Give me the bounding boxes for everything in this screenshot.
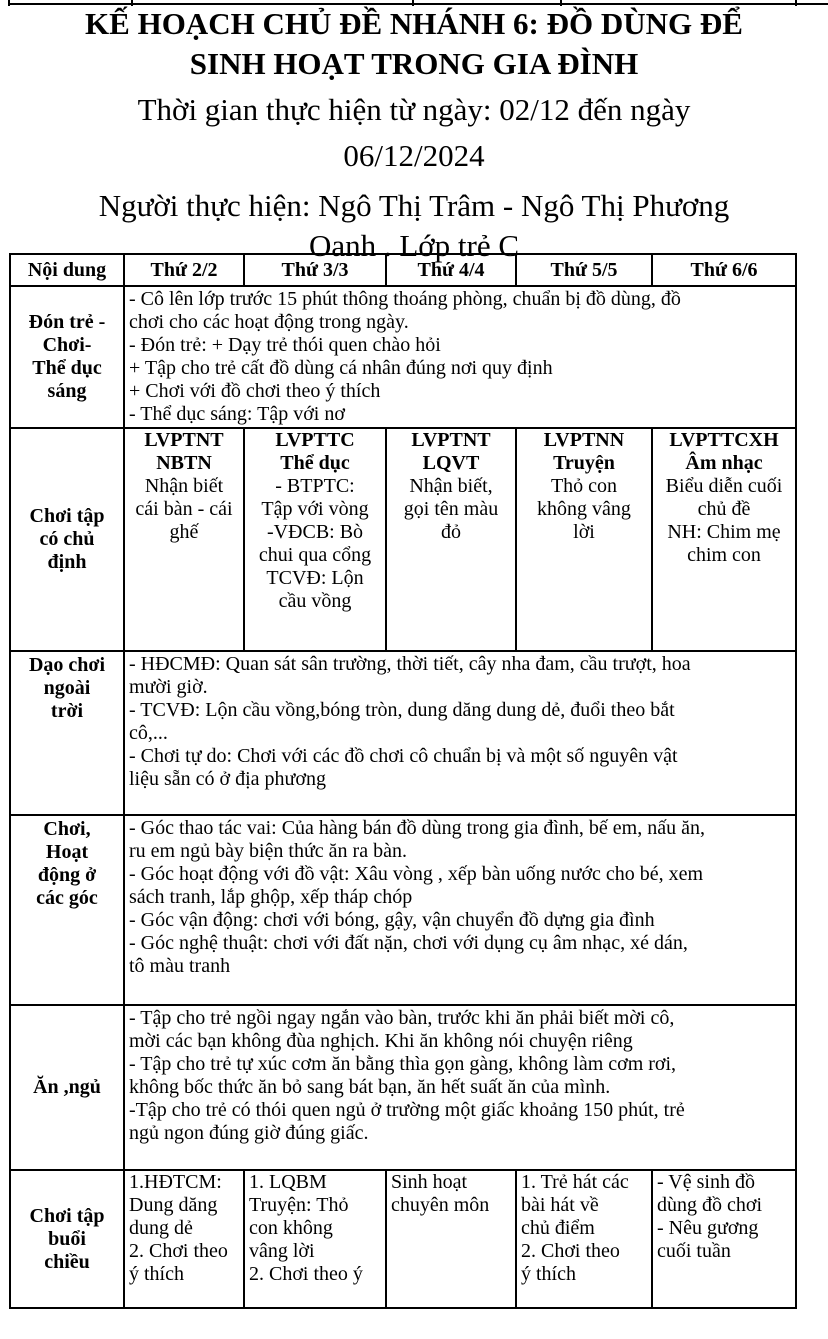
label-line: có chủ <box>39 528 95 550</box>
activity-line: -VĐCB: Bò <box>266 521 364 543</box>
activity-line: Âm nhạc <box>685 452 763 474</box>
activity-line: LVPTTCXH <box>669 429 779 451</box>
content-line: mời các bạn không đùa nghịch. Khi ăn không nói chuyện riêng <box>129 1030 633 1052</box>
content-line: - Thể dục sáng: Tập với nơ <box>129 403 345 425</box>
label-line: Chơi tập <box>29 505 105 527</box>
label-line: động ở <box>37 864 97 886</box>
activity-line: LVPTNT <box>144 429 224 451</box>
label-line: Hoạt <box>45 841 89 863</box>
afternoon-line: vâng lời <box>249 1240 315 1262</box>
afternoon-cell-fri <box>652 1170 796 1308</box>
afternoon-line: Sinh hoạt <box>391 1171 468 1193</box>
afternoon-line: bài hát về <box>521 1194 599 1216</box>
activity-line: chim con <box>687 544 761 566</box>
afternoon-line: 1.HĐTCM: <box>129 1171 222 1193</box>
content-line: ngủ ngon đúng giờ đúng giấc. <box>129 1122 369 1144</box>
don-tre-content <box>124 286 796 428</box>
content-line: cô,... <box>129 722 168 744</box>
activity-cell-tue <box>244 428 386 651</box>
header-cell: Thứ 6/6 <box>652 254 796 286</box>
people-line-2: Oanh . Lớp trẻ C <box>308 228 520 263</box>
afternoon-line: 1. LQBM <box>249 1171 327 1193</box>
content-line: tô màu tranh <box>129 955 231 977</box>
an-ngu-content <box>124 1005 796 1170</box>
content-line: - Đón trẻ: + Dạy trẻ thói quen chào hỏi <box>129 334 441 356</box>
activity-line: cái bàn - cái <box>135 498 233 520</box>
afternoon-cell-mon <box>124 1170 244 1308</box>
content-line: - Góc thao tác vai: Của hàng bán đồ dùng trong gia đình, bế em, nấu ăn, <box>129 817 705 839</box>
activity-line: TCVĐ: Lộn <box>266 567 364 589</box>
plan-table <box>9 253 797 1309</box>
activity-line: lời <box>573 521 595 543</box>
afternoon-cell-tue <box>244 1170 386 1308</box>
activity-cell-fri <box>652 428 796 651</box>
activity-line: NH: Chim mẹ <box>667 521 781 543</box>
afternoon-line: - Nêu gương <box>657 1217 759 1239</box>
content-line: mười giờ. <box>129 676 208 698</box>
activity-line: Truyện <box>553 452 615 474</box>
content-line: - Góc nghệ thuật: chơi với đất nặn, chơi với dụng cụ âm nhạc, xé dán, <box>129 932 688 954</box>
activity-line: Biểu diễn cuối <box>665 475 783 497</box>
label-line: Dạo chơi <box>28 654 106 676</box>
label-line: buổi <box>48 1227 86 1250</box>
content-line: - Góc hoạt động với đồ vật: Xâu vòng , xếp bàn uống nước cho bé, xem <box>129 863 704 885</box>
title-line-2: SINH HOẠT TRONG GIA ĐÌNH <box>189 46 639 81</box>
afternoon-line: con không <box>249 1217 333 1239</box>
header-cell: Thứ 3/3 <box>244 254 386 286</box>
row-label <box>10 815 124 1005</box>
content-line: ru em ngủ bày biện thức ăn ra bàn. <box>129 840 407 862</box>
row-choi-hoat-dong-o-cac-goc <box>10 815 796 1005</box>
activity-line: Thể dục <box>280 452 350 474</box>
activity-line: không vâng <box>537 498 631 520</box>
afternoon-line: chủ điểm <box>521 1217 595 1239</box>
afternoon-line: ý thích <box>521 1263 576 1285</box>
label-line: ngoài <box>43 677 91 699</box>
row-choi-tap-co-chu-dinh <box>10 428 796 651</box>
row-label <box>10 286 124 428</box>
afternoon-line: 2. Chơi theo ý <box>249 1263 363 1285</box>
content-line: - HĐCMĐ: Quan sát sân trường, thời tiết, cây nha đam, cầu trượt, hoa <box>129 653 691 675</box>
activity-line: NBTN <box>156 452 212 474</box>
row-label <box>10 1005 124 1170</box>
activity-line: cầu vồng <box>278 590 352 612</box>
activity-line: Nhận biết <box>144 475 224 497</box>
afternoon-line: dung dẻ <box>129 1217 193 1239</box>
activity-line: gọi tên màu <box>403 498 499 520</box>
label-line: định <box>47 551 87 573</box>
activity-line: LVPTNN <box>543 429 625 451</box>
label-line: sáng <box>47 380 87 402</box>
row-an-ngu <box>10 1005 796 1170</box>
label-line: trời <box>50 700 84 722</box>
people-line-1: Người thực hiện: Ngô Thị Trâm - Ngô Thị Phương <box>98 188 730 223</box>
row-label <box>10 651 124 815</box>
activity-line: chủ đề <box>697 498 751 520</box>
header-cell: Thứ 5/5 <box>516 254 652 286</box>
content-line: - Tập cho trẻ tự xúc cơm ăn bằng thìa gọn gàng, không làm cơm rơi, <box>129 1053 677 1075</box>
activity-cell-wed <box>386 428 516 651</box>
afternoon-line: Dung dăng <box>129 1194 218 1216</box>
title-line-1: KẾ HOẠCH CHỦ ĐỀ NHÁNH 6: ĐỒ DÙNG ĐỂ <box>85 6 743 41</box>
dao-choi-content <box>124 651 796 815</box>
afternoon-line: 2. Chơi theo <box>129 1240 228 1262</box>
content-line: - Cô lên lớp trước 15 phút thông thoáng phòng, chuẩn bị đồ dùng, đồ <box>129 288 681 310</box>
afternoon-line: 2. Chơi theo <box>521 1240 620 1262</box>
label-line: chiều <box>44 1250 90 1273</box>
afternoon-line: Truyện: Thỏ <box>249 1194 349 1216</box>
content-line: sách tranh, lắp ghộp, xếp tháp chóp <box>129 886 413 908</box>
content-line: không bốc thức ăn bỏ sang bát bạn, ăn hết suất ăn của mình. <box>129 1076 611 1098</box>
activity-line: ghế <box>169 521 199 543</box>
label-line: Ăn ,ngủ <box>33 1076 101 1098</box>
choi-goc-content <box>124 815 796 1005</box>
content-line: - Chơi tự do: Chơi với các đồ chơi cô chuẩn bị và một số nguyên vật <box>129 745 678 767</box>
row-label <box>10 428 124 651</box>
afternoon-cell-thu <box>516 1170 652 1308</box>
header-cell: Nội dung <box>10 254 124 286</box>
label-line: các góc <box>36 887 98 909</box>
activity-cell-mon <box>124 428 244 651</box>
label-line: Chơi, <box>43 818 91 840</box>
content-line: -Tập cho trẻ có thói quen ngủ ở trường một giấc khoảng 150 phút, trẻ <box>129 1099 685 1121</box>
content-line: - Tập cho trẻ ngồi ngay ngắn vào bàn, trước khi ăn phải biết mời cô, <box>129 1007 675 1029</box>
label-line: Đón trẻ - <box>28 311 106 333</box>
row-label <box>10 1170 124 1308</box>
content-line: - Góc vận động: chơi với bóng, gậy, vận chuyển đồ dựng gia đình <box>129 909 655 931</box>
content-line: + Tập cho trẻ cất đồ dùng cá nhân đúng nơi quy định <box>129 357 553 379</box>
row-dao-choi-ngoai-troi <box>10 651 796 815</box>
activity-line: Thỏ con <box>550 475 618 497</box>
afternoon-line: - Vệ sinh đồ <box>657 1171 755 1193</box>
activity-line: LQVT <box>422 452 480 474</box>
afternoon-line: chuyên môn <box>391 1194 490 1216</box>
activity-line: chui qua cổng <box>258 544 372 566</box>
activity-line: LVPTTC <box>275 429 355 451</box>
header-cell: Thứ 4/4 <box>386 254 516 286</box>
afternoon-line: cuối tuần <box>657 1240 731 1262</box>
table-header-row <box>10 254 796 286</box>
time-line-2: 06/12/2024 <box>343 138 485 173</box>
afternoon-line: dùng đồ chơi <box>657 1194 763 1216</box>
header-cell: Thứ 2/2 <box>124 254 244 286</box>
row-choi-tap-buoi-chieu <box>10 1170 796 1308</box>
content-line: liệu sẵn có ở địa phương <box>129 768 326 790</box>
activity-line: đỏ <box>441 521 461 543</box>
document-header <box>0 4 828 266</box>
content-line: chơi cho các hoạt động trong ngày. <box>129 311 409 333</box>
content-line: - TCVĐ: Lộn cầu vồng,bóng tròn, dung dăng dung dẻ, đuổi theo bắt <box>129 699 675 721</box>
afternoon-line: ý thích <box>129 1263 184 1285</box>
activity-line: LVPTNT <box>411 429 491 451</box>
label-line: Thể dục <box>32 357 102 379</box>
activity-line: Nhận biết, <box>409 475 493 497</box>
label-line: Chơi tập <box>29 1204 105 1227</box>
activity-cell-thu <box>516 428 652 651</box>
content-line: + Chơi với đồ chơi theo ý thích <box>129 380 381 402</box>
activity-line: Tập với vòng <box>261 498 369 520</box>
label-line: Chơi- <box>42 334 92 356</box>
row-don-tre <box>10 286 796 428</box>
afternoon-line: 1. Trẻ hát các <box>521 1171 629 1193</box>
afternoon-cell-wed <box>386 1170 516 1308</box>
time-line-1: Thời gian thực hiện từ ngày: 02/12 đến ngày <box>137 92 691 127</box>
activity-line: - BTPTC: <box>275 475 355 497</box>
